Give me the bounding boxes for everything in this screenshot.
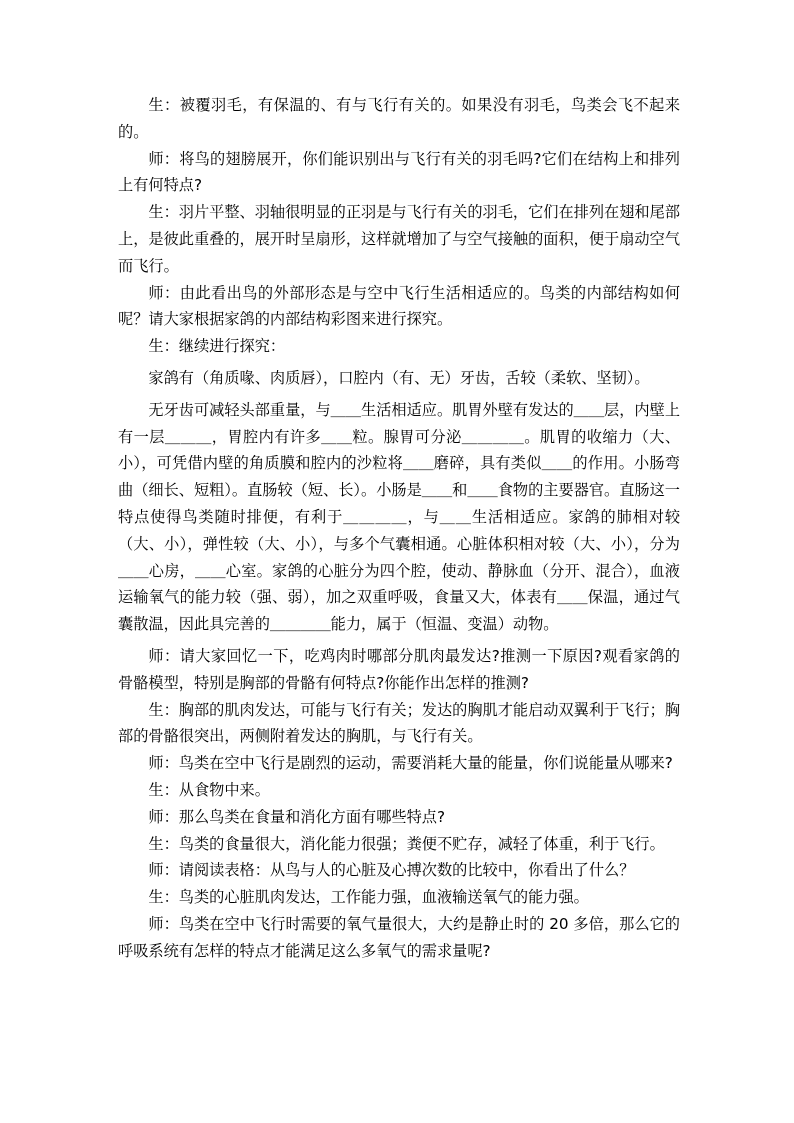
paragraph-student-contour-feathers: 生：羽片平整、羽轴很明显的正羽是与飞行有关的羽毛，它们在排列在翅和尾部上，是彼此重叠的，展开时呈扇形，这样就增加了与空气接触的面积，便于扇动空气而飞行。 [118, 203, 680, 275]
paragraph-student-food: 生：从食物中来。 [148, 780, 270, 799]
paragraph-student-heart: 生：鸟类的心脏肌肉发达，工作能力强，血液输送氧气的能力强。 [148, 888, 589, 907]
paragraph-teacher-respiration: 师：鸟类在空中飞行时需要的氧气量很大，大约是静止时的 20 多倍，那么它的呼吸系统有怎样的特点才能满足这么多氧气的需求量呢? [118, 914, 680, 960]
paragraph-teacher-energy: 师：鸟类在空中飞行是剧烈的运动，需要消耗大量的能量，你们说能量从哪来? [148, 754, 673, 773]
paragraph-student-digestion: 生：鸟类的食量很大，消化能力很强；粪便不贮存，减轻了体重，利于飞行。 [148, 834, 665, 853]
paragraph-teacher-wing-question: 师：将鸟的翅膀展开，你们能识别出与飞行有关的羽毛吗?它们在结构上和排列上有何特点? [118, 149, 680, 195]
paragraph-teacher-internal-structure: 师：由此看出鸟的外部形态是与空中飞行生活相适应的。鸟类的内部结构如何呢？请大家根据家鸽的内部结构彩图来进行探究。 [118, 283, 680, 329]
paragraph-pigeon-mouth-fill-in: 家鸽有（角质喙、肉质唇），口腔内（有、无）牙齿，舌较（柔软、坚韧）。 [148, 368, 650, 387]
paragraph-digestive-fill-in: 无牙齿可减轻头部重量，与＿＿生活相适应。肌胃外壁有发达的＿＿层，内壁上有一层＿＿＿，胃腔内有许多＿＿粒。腺胃可分泌＿＿＿＿。肌胃的收缩力（大、小），可凭借内壁的角质膜和腔内的沙粒将＿＿磨碎，具有类似＿＿的作用。小肠弯曲（细长、短粗）。直肠较（短、长）。小肠是＿＿和＿＿食物的主要器官。直肠这一特点使得鸟类随时排便，有利于＿＿＿＿，与＿＿生活相适应。家鸽的肺相对较（大、小），弹性较（大、小），与多个气囊相通。心脏体积相对较（大、小），分为＿＿心房，＿＿心室。家鸽的心脏分为四个腔，使动、静脉血（分开、混合），血液运输氧气的能力较（强、弱），加之双重呼吸，食量又大，体表有＿＿保温，通过气囊散温，因此具完善的＿＿＿＿能力，属于（恒温、变温）动物。 [118, 400, 680, 634]
paragraph-student-chest-muscle: 生：胸部的肌肉发达，可能与飞行有关；发达的胸肌才能启动双翼利于飞行；胸部的骨骼很突出，两侧附着发达的胸肌，与飞行有关。 [118, 700, 680, 746]
paragraph-student-continue: 生：继续进行探究： [148, 337, 286, 356]
paragraph-teacher-heart-table: 师：请阅读表格：从鸟与人的心脏及心搏次数的比较中，你看出了什么？ [148, 861, 635, 880]
paragraph-teacher-chicken-muscle: 师：请大家回忆一下，吃鸡肉时哪部分肌肉最发达?推测一下原因?观看家鸽的骨骼模型，特别是胸部的骨骼有何特点?你能作出怎样的推测? [118, 646, 680, 692]
paragraph-teacher-digestion: 师：那么鸟类在食量和消化方面有哪些特点? [148, 807, 446, 826]
document-page [118, 92, 680, 965]
paragraph-student-feathers: 生：被覆羽毛，有保温的、有与飞行有关的。如果没有羽毛，鸟类会飞不起来的。 [118, 96, 680, 141]
